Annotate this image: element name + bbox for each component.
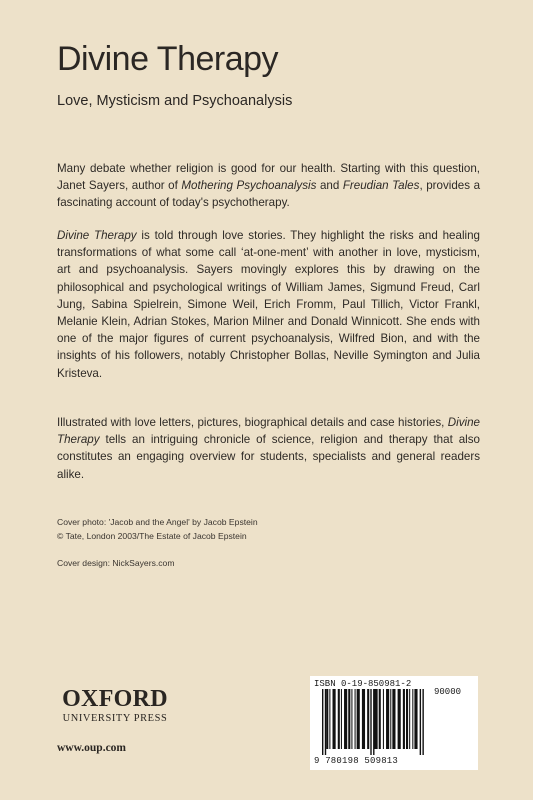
barcode-bar xyxy=(351,689,352,749)
barcode-bar xyxy=(383,689,384,749)
text-run: is told through love stories. They highlight the risks and healing transformations of what some call ‘at-one-ment’ with another in love, mysticism, art and psychoanalysis. Sayers movingly explores this by drawing on the philosophical and psychological writings of William James, Sigmund Freud, Carl Jung, Sabina Spielrein, Simone Weil, Erich Fromm, Paul Tillich, Victor Frankl, Melanie Klein, Adrian Stokes, Marion Milner and Donald Winnicott. She ends with one of the major figures of current psychoanalysis, Wilfred Bion, and with the insights of his followers, notably Christopher Bollas, Neville Symington and Julia Kristeva. xyxy=(57,229,480,380)
book-subtitle: Love, Mysticism and Psychoanalysis xyxy=(57,93,293,109)
barcode-guard-bar xyxy=(325,689,326,755)
logo-line-1: OXFORD xyxy=(62,686,168,712)
barcode-bar xyxy=(344,689,347,749)
italic-title-run: Mothering Psychoanalysis xyxy=(181,179,317,193)
barcode-bar xyxy=(357,689,360,749)
publisher-url: www.oup.com xyxy=(57,742,127,754)
barcode-bar xyxy=(329,689,330,749)
barcode-bar xyxy=(338,689,340,749)
barcode-guard-bar xyxy=(420,689,421,755)
barcode-bar xyxy=(375,689,378,749)
barcode-bar xyxy=(414,689,417,749)
barcode-bar xyxy=(367,689,369,749)
text-run: tells an intriguing chronicle of science, religion and therapy that also constitutes an engaging overview for students, specialists and general readers alike. xyxy=(57,433,480,481)
italic-title-run: Divine Therapy xyxy=(57,416,480,447)
barcode-guard-bar xyxy=(370,689,371,755)
barcode-bar xyxy=(326,689,328,749)
blurb-paragraph-3 xyxy=(57,414,480,483)
barcode-guard-bar xyxy=(373,689,374,755)
barcode-bar xyxy=(386,689,389,749)
price-code: 90000 xyxy=(434,687,462,697)
text-run: Many debate whether religion is good for our health. Starting with this question, Janet Sayers, author of xyxy=(57,162,480,193)
barcode-bars xyxy=(314,689,474,755)
barcode-guard-bar xyxy=(322,689,323,755)
barcode-bar xyxy=(392,689,395,749)
barcode-guard-bar xyxy=(422,689,423,755)
book-title: Divine Therapy xyxy=(57,40,279,78)
barcode-bar xyxy=(333,689,336,749)
cover-photo-credit: Cover photo: 'Jacob and the Angel' by Jacob Epstein xyxy=(57,517,258,527)
isbn-text: ISBN 0-19-850981-2 xyxy=(314,679,412,689)
barcode-bar xyxy=(406,689,408,749)
barcode-bar xyxy=(355,689,356,749)
ean-number: 9 780198 509813 xyxy=(314,756,399,766)
blurb-paragraph-2 xyxy=(57,227,480,382)
text-run: and xyxy=(316,179,343,193)
text-run: Illustrated with love letters, pictures, biographical details and case histories, xyxy=(57,416,448,429)
blurb-paragraph-1 xyxy=(57,160,480,212)
barcode-bar xyxy=(362,689,365,749)
text-run: , provides a fascinating account of today's psychotherapy. xyxy=(57,179,481,210)
copyright-credit: © Tate, London 2003/The Estate of Jacob Epstein xyxy=(57,531,247,541)
italic-title-run: Freudian Tales xyxy=(342,179,420,193)
barcode-bar xyxy=(390,689,391,749)
italic-title-run: Divine Therapy xyxy=(57,229,137,242)
barcode-bar xyxy=(403,689,405,749)
logo-line-2: UNIVERSITY PRESS xyxy=(62,713,168,724)
barcode-bar xyxy=(398,689,401,749)
cover-design-credit: Cover design: NickSayers.com xyxy=(57,558,175,568)
oxford-logo xyxy=(58,687,172,726)
barcode-panel xyxy=(310,676,478,770)
barcode-bar xyxy=(409,689,410,749)
barcode-bar xyxy=(412,689,413,749)
barcode-bar xyxy=(341,689,342,749)
barcode-bar xyxy=(379,689,381,749)
barcode-bar xyxy=(348,689,350,749)
